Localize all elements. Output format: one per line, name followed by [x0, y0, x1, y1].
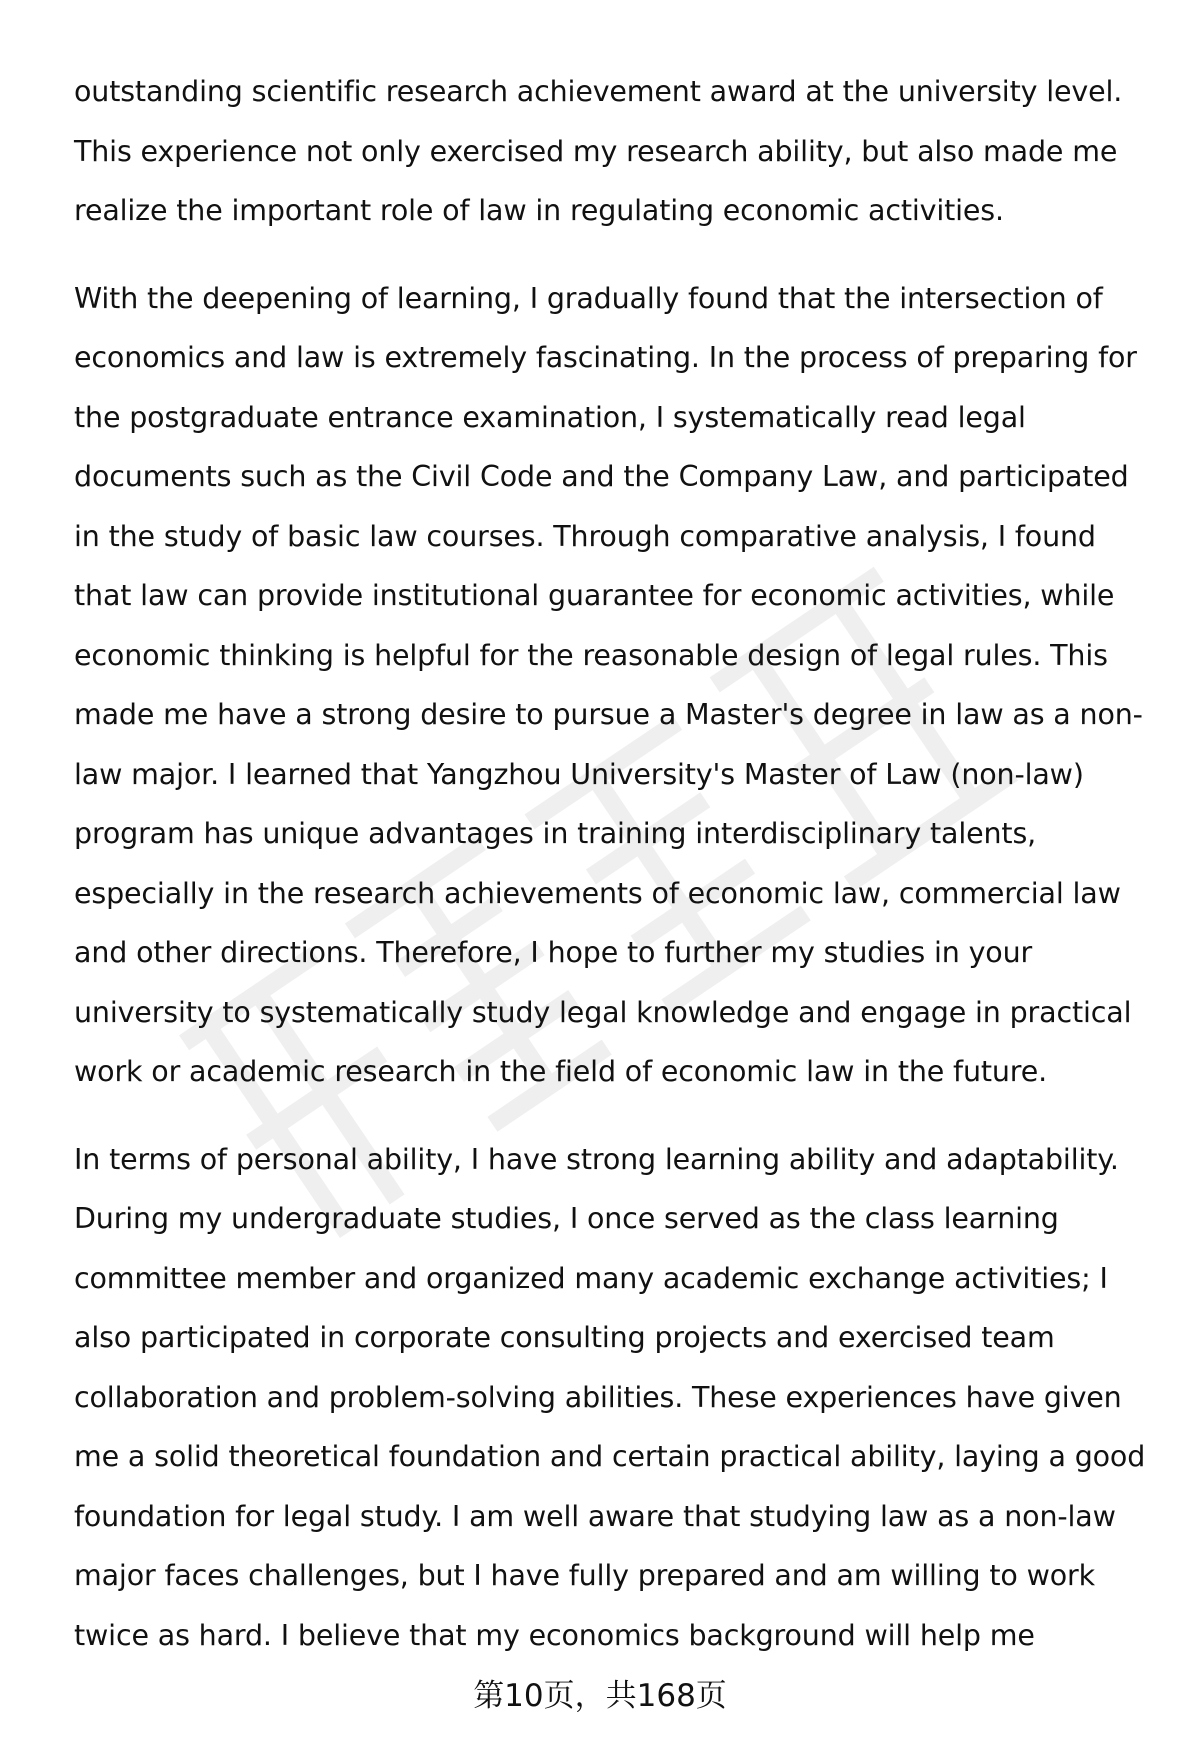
text-line: work or academic research in the field of economic law in the future.: [74, 1055, 1048, 1088]
text-line: With the deepening of learning, I gradually found that the intersection of: [74, 281, 1103, 315]
text-line: committee member and organized many academic exchange activities; I: [74, 1261, 1108, 1295]
text-line: During my undergraduate studies, I once served as the class learning: [74, 1202, 1059, 1235]
text-line: me a solid theoretical foundation and certain practical ability, laying a good: [74, 1440, 1146, 1473]
text-line: In terms of personal ability, I have strong learning ability and adaptability.: [74, 1142, 1119, 1176]
text-line: and other directions. Therefore, I hope to further my studies in your: [74, 936, 1033, 969]
text-line: also participated in corporate consulting projects and exercised team: [74, 1321, 1055, 1354]
text-line: in the study of basic law courses. Through comparative analysis, I found: [74, 519, 1096, 553]
paragraph-2: [74, 269, 1154, 1102]
text-line: documents such as the Civil Code and the Company Law, and participated: [74, 460, 1129, 493]
text-line: major faces challenges, but I have fully prepared and am willing to work: [74, 1559, 1095, 1592]
text-line: law major. I learned that Yangzhou University's Master of Law (non-law): [74, 757, 1084, 791]
text-line: collaboration and problem-solving abilities. These experiences have given: [74, 1380, 1122, 1414]
text-line: that law can provide institutional guarantee for economic activities, while: [74, 579, 1115, 612]
paragraph-1: [74, 62, 1154, 241]
text-line: especially in the research achievements of economic law, commercial law: [74, 876, 1121, 910]
text-line: program has unique advantages in training interdisciplinary talents,: [74, 817, 1037, 850]
text-line: university to systematically study legal knowledge and engage in practical: [74, 995, 1132, 1029]
text-line: made me have a strong desire to pursue a Master's degree in law as a non-: [74, 698, 1143, 731]
text-line: economic thinking is helpful for the reasonable design of legal rules. This: [74, 638, 1108, 672]
text-line: the postgraduate entrance examination, I systematically read legal: [74, 400, 1026, 434]
text-line: foundation for legal study. I am well aware that studying law as a non-law: [74, 1499, 1116, 1533]
paragraph-3: [74, 1130, 1154, 1666]
text-line: twice as hard. I believe that my economics background will help me: [74, 1618, 1035, 1652]
page-number: 第10页，共168页: [473, 1678, 727, 1714]
document-content: [74, 62, 1154, 1693]
text-line: This experience not only exercised my research ability, but also made me: [74, 134, 1118, 168]
text-line: outstanding scientific research achievement award at the university level.: [74, 75, 1123, 108]
text-line: economics and law is extremely fascinating. In the process of preparing for: [74, 341, 1137, 374]
text-line: realize the important role of law in regulating economic activities.: [74, 194, 1004, 227]
